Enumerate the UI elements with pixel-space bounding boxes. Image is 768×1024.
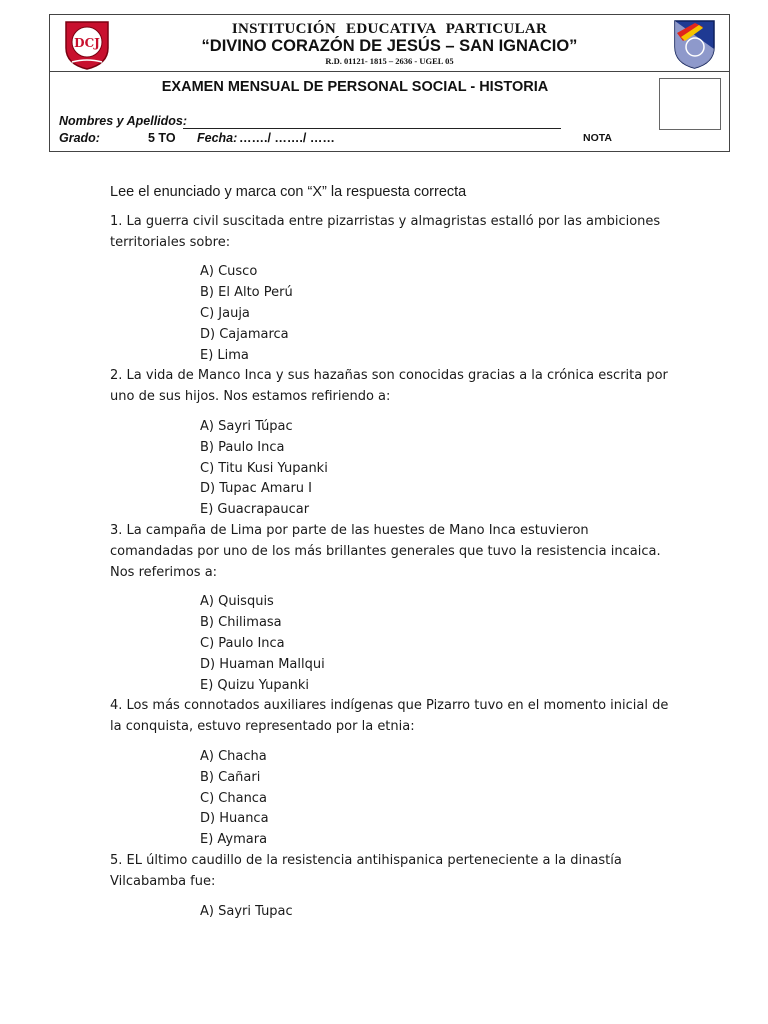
names-label: Nombres y Apellidos: (59, 114, 188, 128)
logo-letters: DCJ (74, 36, 100, 50)
option-3b[interactable]: B) Chilimasa (200, 615, 282, 631)
institution-resolution: R.D. 01121- 1815 – 2636 - UGEL 05 (325, 56, 454, 66)
option-2e[interactable]: E) Guacrapaucar (200, 502, 310, 518)
option-4e[interactable]: E) Aymara (200, 832, 268, 848)
option-1b[interactable]: B) El Alto Perú (200, 285, 293, 301)
option-1d[interactable]: D) Cajamarca (200, 326, 289, 342)
institution-banner (50, 15, 729, 72)
option-3a[interactable]: A) Quisquis (200, 594, 274, 610)
options-list-4 (200, 747, 670, 851)
institution-type: INSTITUCIÓN EDUCATIVA PARTICULAR (231, 21, 548, 37)
exam-body (110, 182, 670, 922)
question-1: 1. La guerra civil suscitada entre pizarristas y almagristas estalló por las ambiciones territoriales sobre: (110, 213, 661, 250)
grade-value: 5 TO (148, 131, 176, 145)
school-shield-logo-right (673, 19, 716, 69)
nota-label: NOTA (583, 132, 612, 144)
option-4b[interactable]: B) Cañari (200, 769, 261, 785)
option-3d[interactable]: D) Huaman Mallqui (200, 656, 325, 672)
question-5: 5. EL último caudillo de la resistencia antihispanica perteneciente a la dinastía Vilcabamba fue: (110, 852, 622, 889)
option-2b[interactable]: B) Paulo Inca (200, 439, 285, 455)
option-1c[interactable]: C) Jauja (200, 305, 250, 321)
options-list-5 (200, 902, 670, 923)
option-2d[interactable]: D) Tupac Amaru I (200, 481, 312, 497)
option-3e[interactable]: E) Quizu Yupanki (200, 677, 309, 693)
option-1a[interactable]: A) Cusco (200, 264, 258, 280)
option-4a[interactable]: A) Chacha (200, 748, 267, 764)
names-input-line[interactable] (183, 128, 561, 129)
date-label: Fecha: (197, 131, 238, 145)
option-5a[interactable]: A) Sayri Tupac (200, 903, 293, 919)
option-2c[interactable]: C) Titu Kusi Yupanki (200, 460, 328, 476)
date-blank[interactable]: ……./ ……./ …… (239, 131, 335, 145)
options-list-2 (200, 417, 670, 521)
institution-name: “DIVINO CORAZÓN DE JESÚS – SAN IGNACIO” (201, 37, 578, 55)
option-4d[interactable]: D) Huanca (200, 811, 269, 827)
options-list-1 (200, 262, 670, 366)
option-3c[interactable]: C) Paulo Inca (200, 635, 285, 651)
option-4c[interactable]: C) Chanca (200, 790, 267, 806)
option-2a[interactable]: A) Sayri Túpac (200, 418, 293, 434)
question-4: 4. Los más connotados auxiliares indígenas que Pizarro tuvo en el momento inicial de la conquista, estuvo representado por la etnia: (110, 698, 669, 735)
exam-title: EXAMEN MENSUAL DE PERSONAL SOCIAL - HISTORIA (161, 79, 549, 95)
exam-header (49, 14, 730, 152)
question-2: 2. La vida de Manco Inca y sus hazañas son conocidas gracias a la crónica escrita por uno de sus hijos. Nos estamos refiriendo a: (110, 368, 668, 405)
option-1e[interactable]: E) Lima (200, 347, 249, 363)
grade-label: Grado: (59, 131, 100, 145)
instruction-text: Lee el enunciado y marca con “X” la respuesta correcta (110, 184, 467, 200)
options-list-3 (200, 592, 670, 696)
grade-score-box[interactable] (659, 78, 721, 130)
question-3: 3. La campaña de Lima por parte de las huestes de Mano Inca estuvieron comandadas por uno de los más brillantes generales que tuvo la resistencia incaica. Nos referimos a: (110, 522, 661, 580)
